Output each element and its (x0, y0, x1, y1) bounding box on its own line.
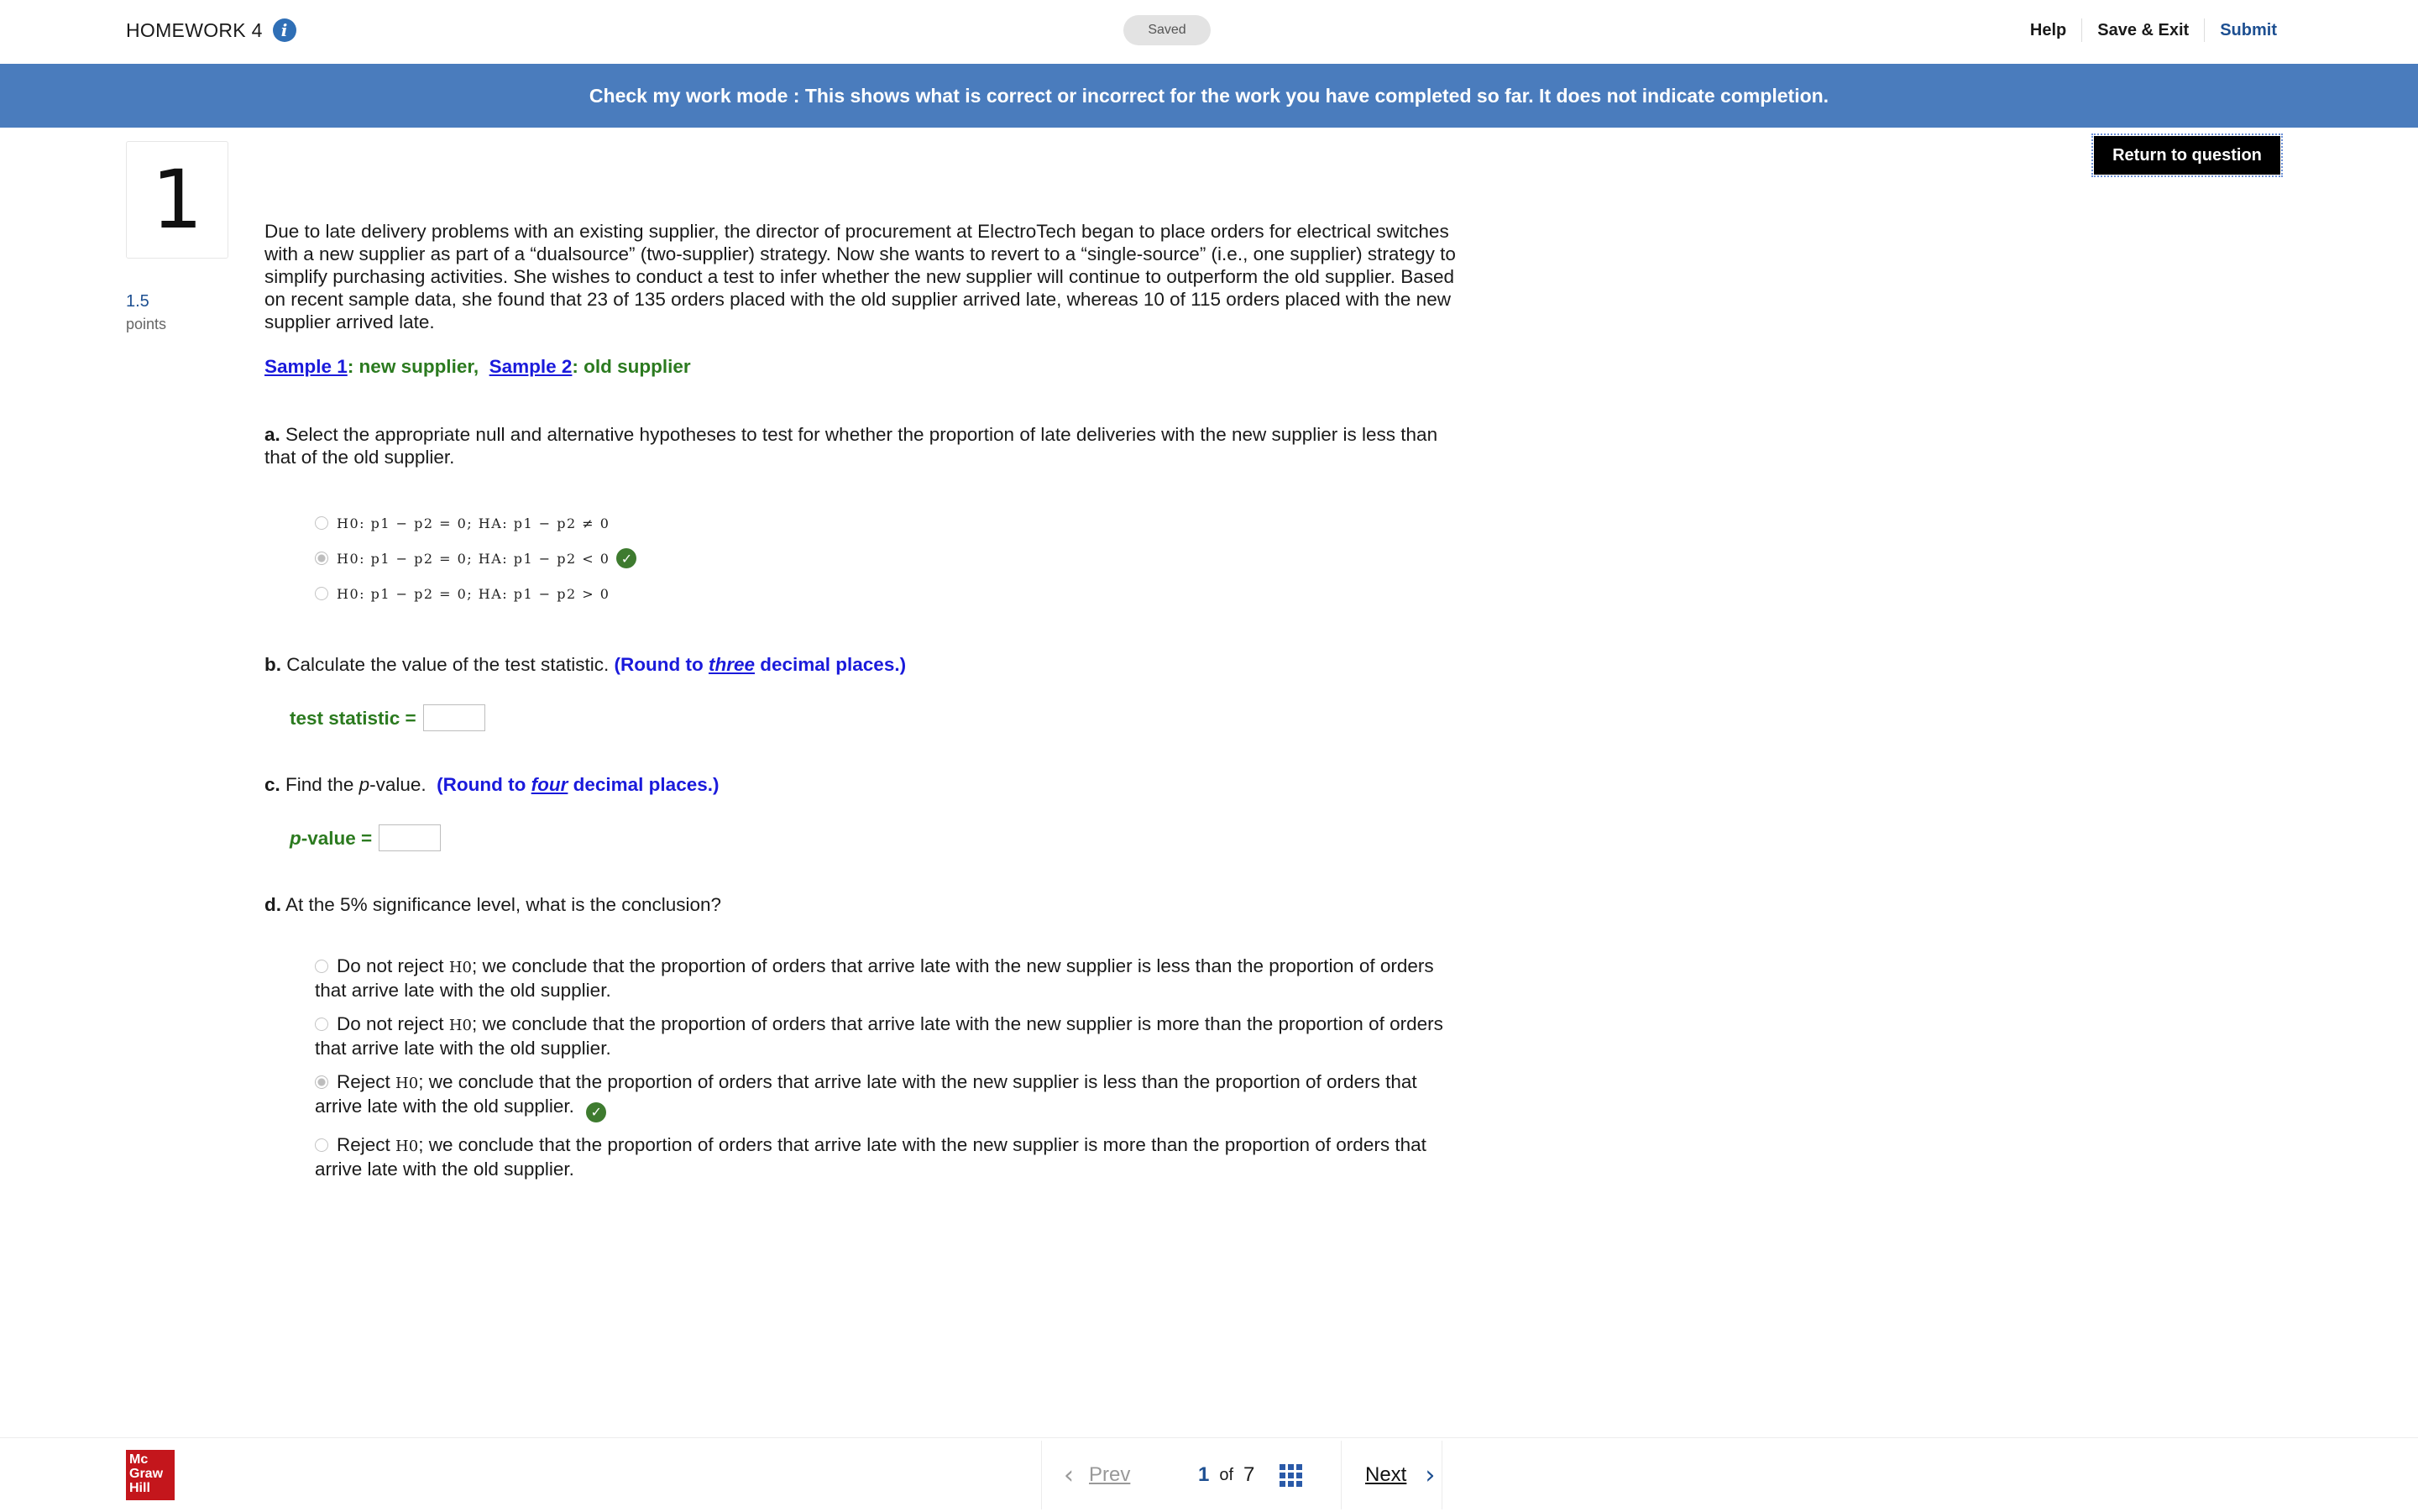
logo-text: Hill (129, 1481, 150, 1495)
option-text: ; we conclude that the proportion of orders that arrive late with the new supplier is less than the proportion of orders that arrive late with the old supplier. (315, 955, 1434, 1001)
prev-button[interactable] (1042, 1461, 1198, 1490)
conclusion-option[interactable] (315, 1133, 1465, 1180)
prev-label: Prev (1089, 1463, 1131, 1486)
sample-2-text: : old supplier (572, 356, 691, 377)
part-c-text-pre: Find the (285, 774, 359, 795)
assignment-title (126, 15, 296, 45)
p-value-row (290, 824, 1473, 851)
hint-emphasis: three (708, 654, 755, 675)
hypothesis-options (315, 505, 1473, 611)
points-label: points (126, 316, 167, 332)
hypothesis-option[interactable] (315, 541, 1473, 576)
h0-symbol: H0 (395, 1137, 419, 1155)
option-text: ; we conclude that the proportion of orders that arrive late with the new supplier is more than the proportion of orders that arrive late with the old supplier. (315, 1013, 1443, 1059)
radio-button-selected[interactable] (315, 552, 328, 565)
part-b-text: Calculate the value of the test statistic. (286, 654, 610, 675)
total-pages: 7 (1243, 1463, 1255, 1486)
option-text: Do not reject (337, 1013, 449, 1034)
part-d-text: At the 5% significance level, what is the conclusion? (285, 894, 722, 915)
conclusion-option[interactable] (315, 1070, 1465, 1122)
part-c-label: c. (264, 774, 280, 795)
part-c-text (285, 774, 427, 795)
hint-text: (Round to (437, 774, 531, 795)
h0-symbol: H0 (395, 1075, 419, 1092)
part-b-rounding-hint (614, 654, 906, 675)
hint-text: decimal places.) (568, 774, 720, 795)
radio-button[interactable] (315, 1018, 328, 1031)
option-text: ; we conclude that the proportion of orders that arrive late with the new supplier is more than the proportion of orders that arrive late with the old supplier. (315, 1133, 1426, 1180)
part-c-rounding-hint (437, 774, 719, 795)
save-exit-button[interactable]: Save & Exit (2097, 20, 2190, 39)
radio-button-selected[interactable] (315, 1075, 328, 1089)
next-button[interactable] (1342, 1461, 1435, 1490)
h0-symbol: H0 (448, 959, 472, 976)
return-to-question-button[interactable]: Return to question (2094, 136, 2280, 175)
part-c-text-post: -value. (369, 774, 427, 795)
p-value-label-em: p (290, 827, 301, 849)
option-text: Reject (337, 1133, 396, 1155)
logo-text: Mc (129, 1452, 149, 1467)
page-of: of (1219, 1465, 1234, 1484)
help-link[interactable]: Help (2029, 20, 2067, 39)
sample-1-text: : new supplier, (347, 356, 479, 377)
hypothesis-option-label: H0: p1 − p2 = 0; HA: p1 − p2 < 0 (337, 550, 610, 567)
part-a-text: Select the appropriate null and alternative hypotheses to test for whether the proportion of late deliveries with the new supplier is less than that of the old supplier. (264, 424, 1438, 468)
page-indicator (1198, 1441, 1342, 1509)
question-number: 1 (126, 141, 228, 259)
test-statistic-input[interactable] (423, 704, 485, 731)
p-value-input[interactable] (379, 824, 441, 851)
conclusion-options (315, 955, 1465, 1180)
h0-symbol: H0 (448, 1017, 472, 1034)
option-text: Reject (337, 1071, 396, 1092)
part-c (264, 773, 1473, 796)
grid-icon[interactable] (1280, 1464, 1302, 1487)
hypothesis-option-label: H0: p1 − p2 = 0; HA: p1 − p2 ≠ 0 (337, 515, 610, 531)
current-page: 1 (1198, 1463, 1210, 1486)
part-a-label: a. (264, 424, 280, 445)
conclusion-option[interactable] (315, 1012, 1465, 1059)
hypothesis-option-label: H0: p1 − p2 = 0; HA: p1 − p2 > 0 (337, 585, 610, 602)
sample-1-link[interactable]: Sample 1 (264, 356, 348, 377)
sample-2-link[interactable]: Sample 2 (489, 356, 573, 377)
test-statistic-label: test statistic = (290, 707, 416, 729)
submit-button[interactable]: Submit (2220, 20, 2277, 39)
radio-button[interactable] (315, 516, 328, 530)
question-pager (1041, 1441, 1442, 1509)
top-bar (0, 0, 2418, 62)
hint-emphasis: four (531, 774, 568, 795)
points-value: 1.5 (126, 292, 149, 311)
check-my-work-banner: Check my work mode : This shows what is correct or incorrect for the work you have completed so far. It does not indicate completion. (0, 64, 2418, 128)
info-icon[interactable]: i (273, 18, 296, 42)
check-circle-icon: ✓ (616, 548, 636, 568)
part-a (264, 423, 1473, 468)
saved-status-badge: Saved (1123, 15, 1211, 45)
conclusion-option[interactable] (315, 955, 1465, 1002)
logo-text: Graw (129, 1467, 164, 1481)
part-b (264, 653, 1473, 676)
question-intro: Due to late delivery problems with an existing supplier, the director of procurement at ElectroTech began to place orders for electrical switches with a new supplier as part of a “dualsource” (two-supplier) strategy. Now she wants to revert to a “single-source” (i.e., one supplier) strategy to simplify purchasing activities. She wishes to conduct a test to infer whether the new supplier will continue to outperform the old supplier. Based on recent sample data, she found that 23 of 135 orders placed with the old supplier arrived late, whereas 10 of 115 orders placed with the new supplier arrived late. (264, 221, 1456, 332)
part-d-label: d. (264, 894, 281, 915)
top-actions (2015, 17, 2277, 44)
hint-text: decimal places.) (754, 654, 907, 675)
radio-button[interactable] (315, 960, 328, 973)
hypothesis-option[interactable] (315, 576, 1473, 611)
chevron-left-icon: ‹ (1064, 1460, 1074, 1490)
assignment-title-text: HOMEWORK 4 (126, 18, 263, 41)
next-label: Next (1365, 1463, 1407, 1486)
radio-button[interactable] (315, 587, 328, 600)
hypothesis-option[interactable] (315, 505, 1473, 541)
check-circle-icon: ✓ (586, 1102, 606, 1122)
question-content (264, 220, 1473, 1191)
option-text: Do not reject (337, 955, 449, 976)
option-text: ; we conclude that the proportion of orders that arrive late with the new supplier is less than the proportion of orders that arrive late with the old supplier. (315, 1071, 1417, 1117)
test-statistic-row (290, 704, 1473, 731)
mcgraw-hill-logo (126, 1450, 175, 1500)
hint-text: (Round to (614, 654, 709, 675)
chevron-right-icon: › (1425, 1460, 1436, 1490)
sample-definitions (264, 355, 1473, 378)
part-b-label: b. (264, 654, 281, 675)
part-d (264, 893, 1473, 916)
p-value-label: -value = (301, 827, 373, 849)
radio-button[interactable] (315, 1138, 328, 1152)
part-c-text-em: p (359, 774, 370, 795)
